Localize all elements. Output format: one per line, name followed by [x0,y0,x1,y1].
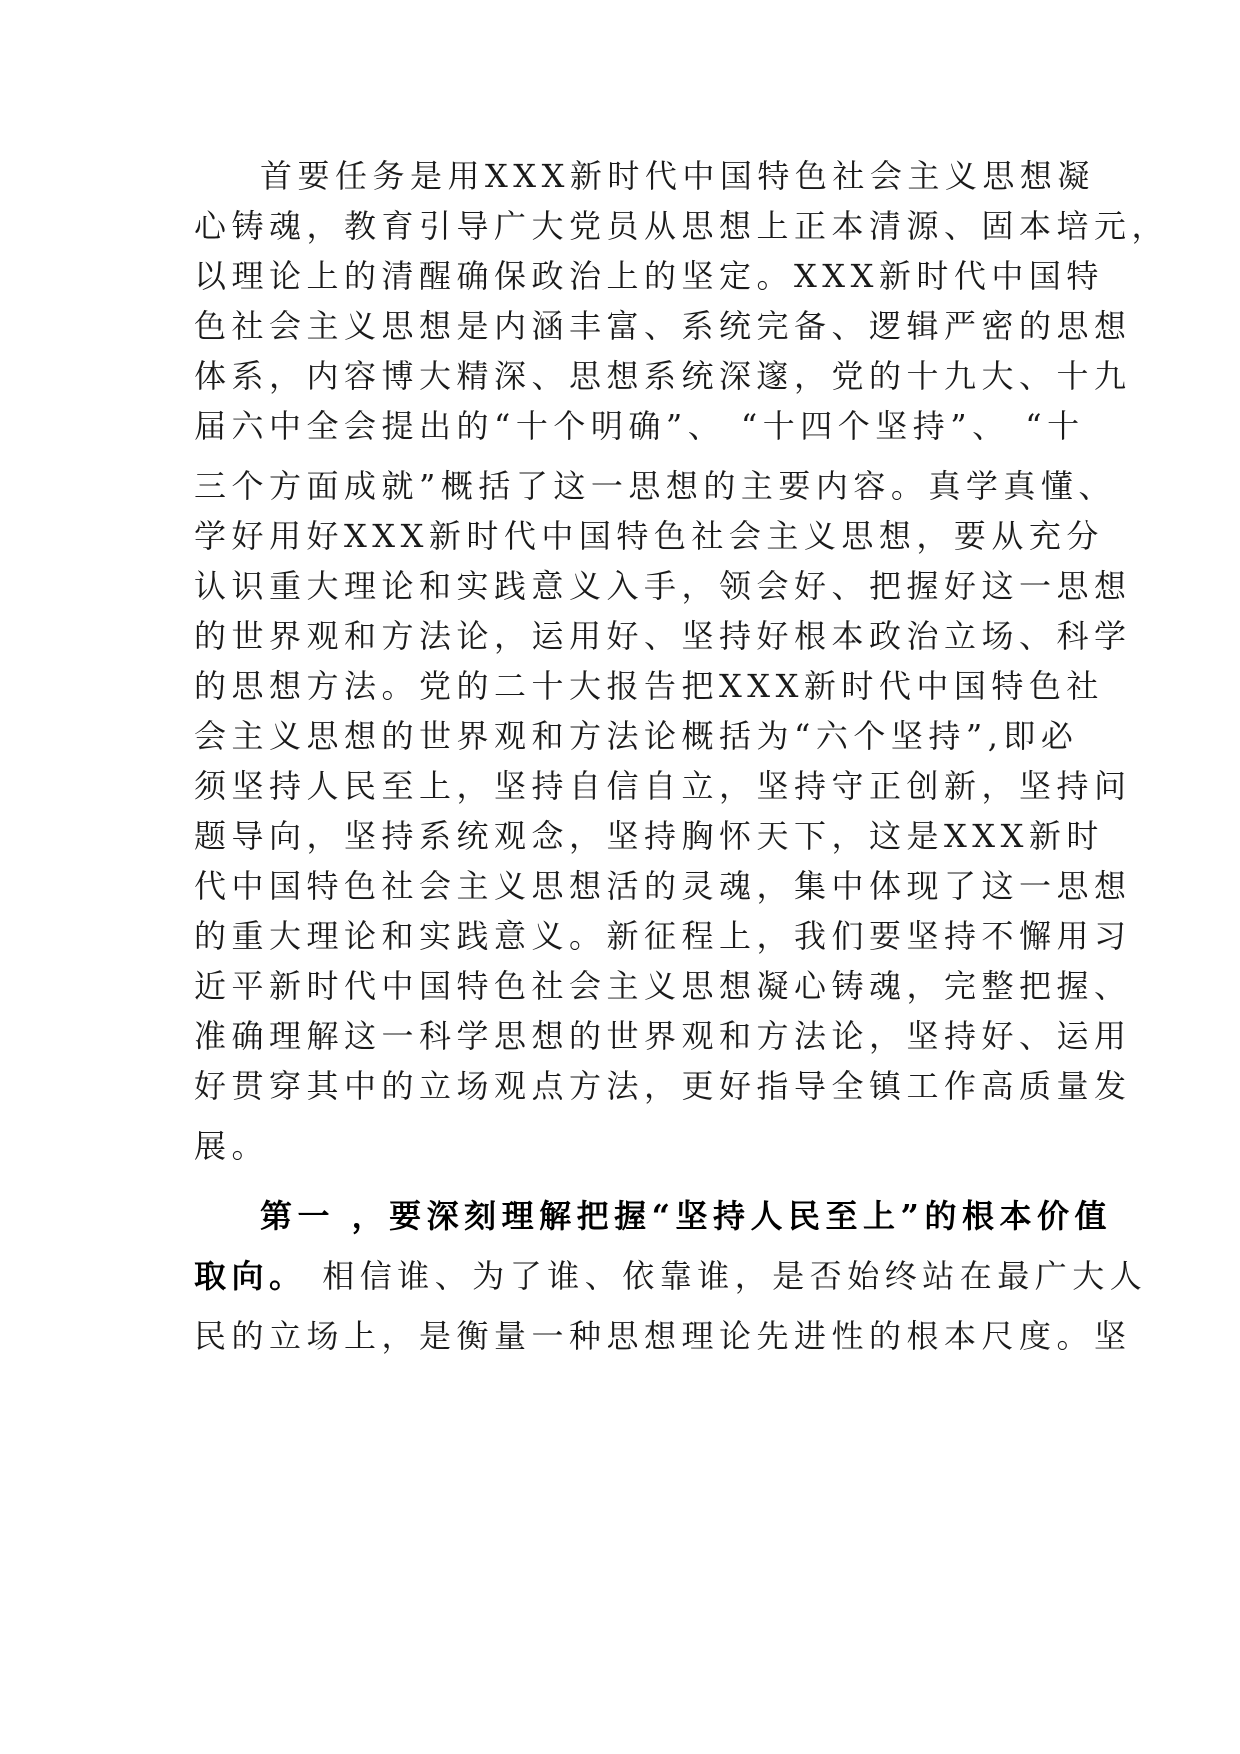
paragraph-line: 题导向，坚持系统观念，坚持胸怀天下，这是XXX新时 [194,817,1104,855]
paragraph-line: 的重大理论和实践意义。新征程上，我们要坚持不懈用习 [194,917,1132,955]
body-text: 相信谁、为了谁、依靠谁，是否始终站在最广大人 [306,1257,1148,1295]
section-heading: 第一 ，要深刻理解把握“坚持人民至上”的根本价值 [260,1197,1112,1235]
paragraph-line: 会主义思想的世界观和方法论概括为“六个坚持”,即必 [194,717,1079,755]
paragraph-line: 代中国特色社会主义思想活的灵魂，集中体现了这一思想 [194,867,1132,905]
paragraph-line: 学好用好XXX新时代中国特色社会主义思想，要从充分 [194,517,1104,555]
heading-tail: 取向。 [194,1257,307,1295]
paragraph-line: 展。 [194,1127,270,1165]
paragraph-line: 体系，内容博大精深、思想系统深邃，党的十九大、十九 [194,357,1132,395]
paragraph-line: 准确理解这一科学思想的世界观和方法论，坚持好、运用 [194,1017,1132,1055]
paragraph-line: 近平新时代中国特色社会主义思想凝心铸魂，完整把握、 [194,967,1132,1005]
paragraph-line: 的思想方法。党的二十大报告把XXX新时代中国特色社 [194,667,1104,705]
paragraph-line: 须坚持人民至上，坚持自信自立，坚持守正创新，坚持问 [194,767,1132,805]
paragraph-line: 认识重大理论和实践意义入手，领会好、把握好这一思想 [194,567,1132,605]
paragraph-line: 色社会主义思想是内涵丰富、系统完备、逻辑严密的思想 [194,307,1132,345]
heading-continuation-line [194,1256,1147,1296]
paragraph-line: 心铸魂，教育引导广大党员从思想上正本清源、固本培元， [194,207,1170,245]
paragraph-line: 以理论上的清醒确保政治上的坚定。XXX新时代中国特 [194,257,1104,295]
paragraph-line: 首要任务是用XXX新时代中国特色社会主义思想凝 [260,157,1095,195]
paragraph-line: 届六中全会提出的“十个明确”、 “十四个坚持”、 “十 [194,407,1085,445]
paragraph-line: 三个方面成就”概括了这一思想的主要内容。真学真懂、 [194,467,1116,505]
paragraph-line: 民的立场上，是衡量一种思想理论先进性的根本尺度。坚 [194,1317,1132,1355]
paragraph-line: 的世界观和方法论，运用好、坚持好根本政治立场、科学 [194,617,1132,655]
paragraph-line: 好贯穿其中的立场观点方法，更好指导全镇工作高质量发 [194,1067,1132,1105]
